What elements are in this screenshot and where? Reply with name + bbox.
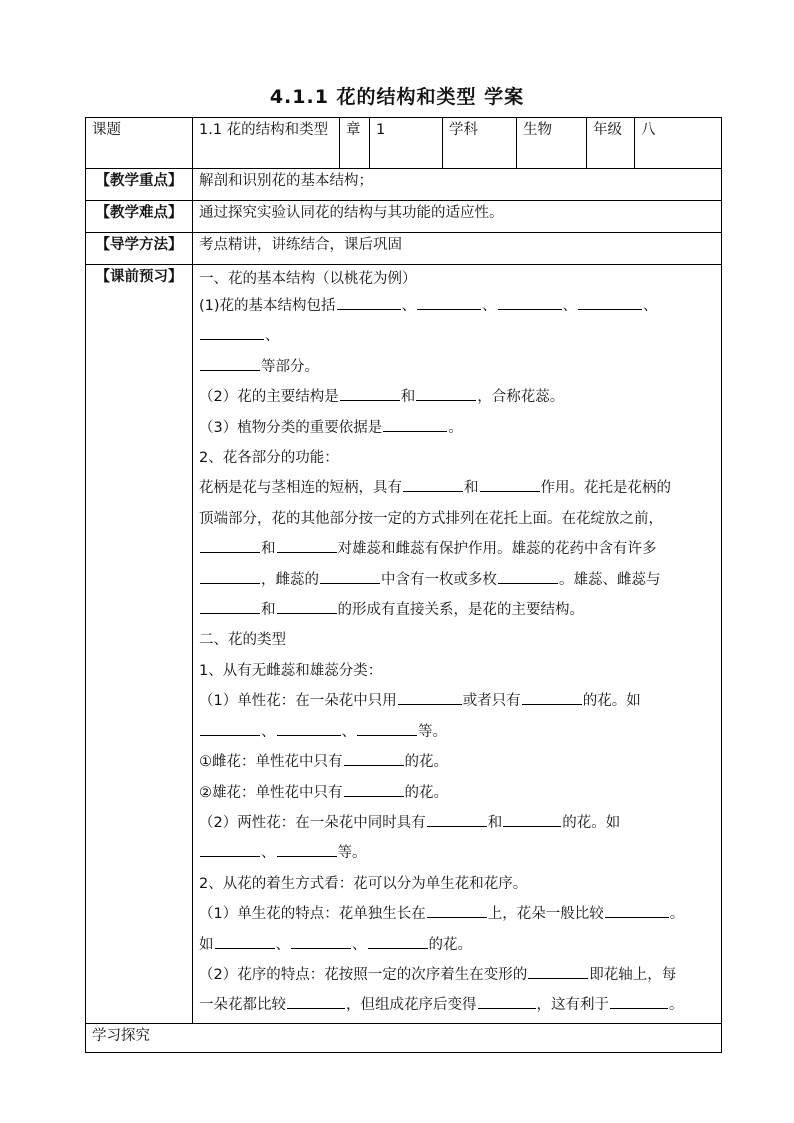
function-line-2: 顶端部分，花的其他部分按一定的方式排列在花托上面。在花绽放之前，	[199, 510, 663, 527]
answer-blank[interactable]	[277, 842, 337, 857]
question-1-cont: 等部分。	[199, 352, 715, 382]
preview-label: 【课前预习】	[86, 265, 193, 1024]
solitary-flower-examples: 如 、 、 的花。	[199, 930, 715, 960]
bisexual-flower-examples: 、 等。	[199, 838, 715, 868]
answer-blank[interactable]	[480, 477, 540, 492]
function-line-5: 和 的形成有直接关系，是花的主要结构。	[199, 595, 715, 625]
answer-blank[interactable]	[277, 599, 337, 614]
function-line-1: 花柄是花与茎相连的短柄，具有 和 作用。花托是花柄的	[199, 473, 715, 503]
grade-label: 年级	[587, 118, 635, 169]
type-1-title: 1、从有无雌蕊和雄蕊分类：	[199, 662, 383, 679]
answer-blank[interactable]	[403, 477, 463, 492]
answer-blank[interactable]	[503, 812, 561, 827]
answer-blank[interactable]	[417, 295, 481, 310]
answer-blank[interactable]	[357, 721, 417, 736]
answer-blank[interactable]	[200, 721, 260, 736]
answer-blank[interactable]	[383, 417, 447, 432]
answer-blank[interactable]	[200, 599, 260, 614]
topic-label: 课题	[86, 118, 193, 169]
answer-blank[interactable]	[578, 295, 642, 310]
answer-blank[interactable]	[427, 812, 487, 827]
answer-blank[interactable]	[287, 994, 345, 1009]
study-row	[86, 1023, 722, 1052]
section-2-title: 2、花各部分的功能：	[199, 450, 339, 467]
type-1-examples: 、 、 等。	[199, 717, 715, 747]
answer-blank[interactable]	[277, 538, 337, 553]
answer-blank[interactable]	[291, 934, 351, 949]
answer-blank[interactable]	[398, 690, 462, 705]
preview-row	[86, 265, 722, 1024]
answer-blank[interactable]	[416, 386, 476, 401]
lesson-table	[85, 117, 722, 1053]
question-2: （2）花的主要结构是 和 ，合称花蕊。	[199, 382, 715, 412]
answer-blank[interactable]	[200, 842, 260, 857]
female-flower-line: ①雌花：单性花中只有 的花。	[199, 747, 715, 777]
method-value: 考点精讲，讲练结合，课后巩固	[193, 233, 722, 265]
difficulty-label: 【教学难点】	[86, 201, 193, 233]
type-1-line: （1）单性花：在一朵花中只用 或者只有 的花。如	[199, 686, 715, 716]
inflorescence-line-2: 一朵花都比较 ，但组成花序后变得 ，这有利于 。	[199, 990, 715, 1020]
answer-blank[interactable]	[277, 721, 341, 736]
inflorescence-line: （2）花序的特点：花按照一定的次序着生在变形的 即花轴上，每	[199, 960, 715, 990]
difficulty-value: 通过探究实验认同花的结构与其功能的适应性。	[193, 201, 722, 233]
answer-blank[interactable]	[200, 356, 260, 371]
section-1-title: 一、花的基本结构（以桃花为例）	[199, 271, 417, 287]
key-points-label: 【教学重点】	[86, 169, 193, 201]
answer-blank[interactable]	[610, 994, 668, 1009]
method-row	[86, 233, 722, 265]
answer-blank[interactable]	[427, 903, 487, 918]
bisexual-flower-line: （2）两性花：在一朵花中同时具有 和 的花。如	[199, 808, 715, 838]
male-flower-line: ②雄花：单性花中只有 的花。	[199, 778, 715, 808]
answer-blank[interactable]	[337, 295, 401, 310]
answer-blank[interactable]	[605, 903, 669, 918]
chapter-value: 1	[370, 118, 443, 169]
difficulty-row	[86, 201, 722, 233]
question-1: (1)花的基本结构包括 、 、 、 、、	[199, 291, 715, 352]
answer-blank[interactable]	[215, 934, 275, 949]
answer-blank[interactable]	[200, 538, 260, 553]
answer-blank[interactable]	[528, 964, 588, 979]
subject-value: 生物	[517, 118, 587, 169]
attachment-title: 2、从花的着生方式看：花可以分为单生花和花序。	[199, 875, 528, 892]
answer-blank[interactable]	[498, 295, 562, 310]
function-line-4: ，雌蕊的 中含有一枚或多枚 。雄蕊、雌蕊与	[199, 565, 715, 595]
method-label: 【导学方法】	[86, 233, 193, 265]
answer-blank[interactable]	[200, 325, 264, 340]
topic-value: 1.1 花的结构和类型	[193, 118, 340, 169]
answer-blank[interactable]	[498, 569, 558, 584]
grade-value: 八	[635, 118, 722, 169]
key-points-value: 解剖和识别花的基本结构；	[193, 169, 722, 201]
answer-blank[interactable]	[522, 690, 582, 705]
answer-blank[interactable]	[340, 386, 400, 401]
answer-blank[interactable]	[478, 994, 536, 1009]
solitary-flower-line: （1）单生花的特点：花单独生长在 上，花朵一般比较 。	[199, 899, 715, 929]
chapter-label: 章	[340, 118, 370, 169]
study-label: 学习探究	[86, 1023, 722, 1052]
subject-label: 学科	[443, 118, 517, 169]
key-points-row	[86, 169, 722, 201]
section-3-title: 二、花的类型	[199, 632, 286, 649]
function-line-3: 和 对雄蕊和雌蕊有保护作用。雄蕊的花药中含有许多	[199, 534, 715, 564]
answer-blank[interactable]	[320, 569, 380, 584]
answer-blank[interactable]	[368, 934, 428, 949]
answer-blank[interactable]	[200, 569, 260, 584]
preview-content	[193, 265, 722, 1024]
page-title: 4.1.1 花的结构和类型 学案	[269, 86, 525, 108]
answer-blank[interactable]	[344, 751, 404, 766]
answer-blank[interactable]	[344, 782, 404, 797]
question-3: （3）植物分类的重要依据是 。	[199, 413, 715, 443]
header-row	[86, 118, 722, 169]
